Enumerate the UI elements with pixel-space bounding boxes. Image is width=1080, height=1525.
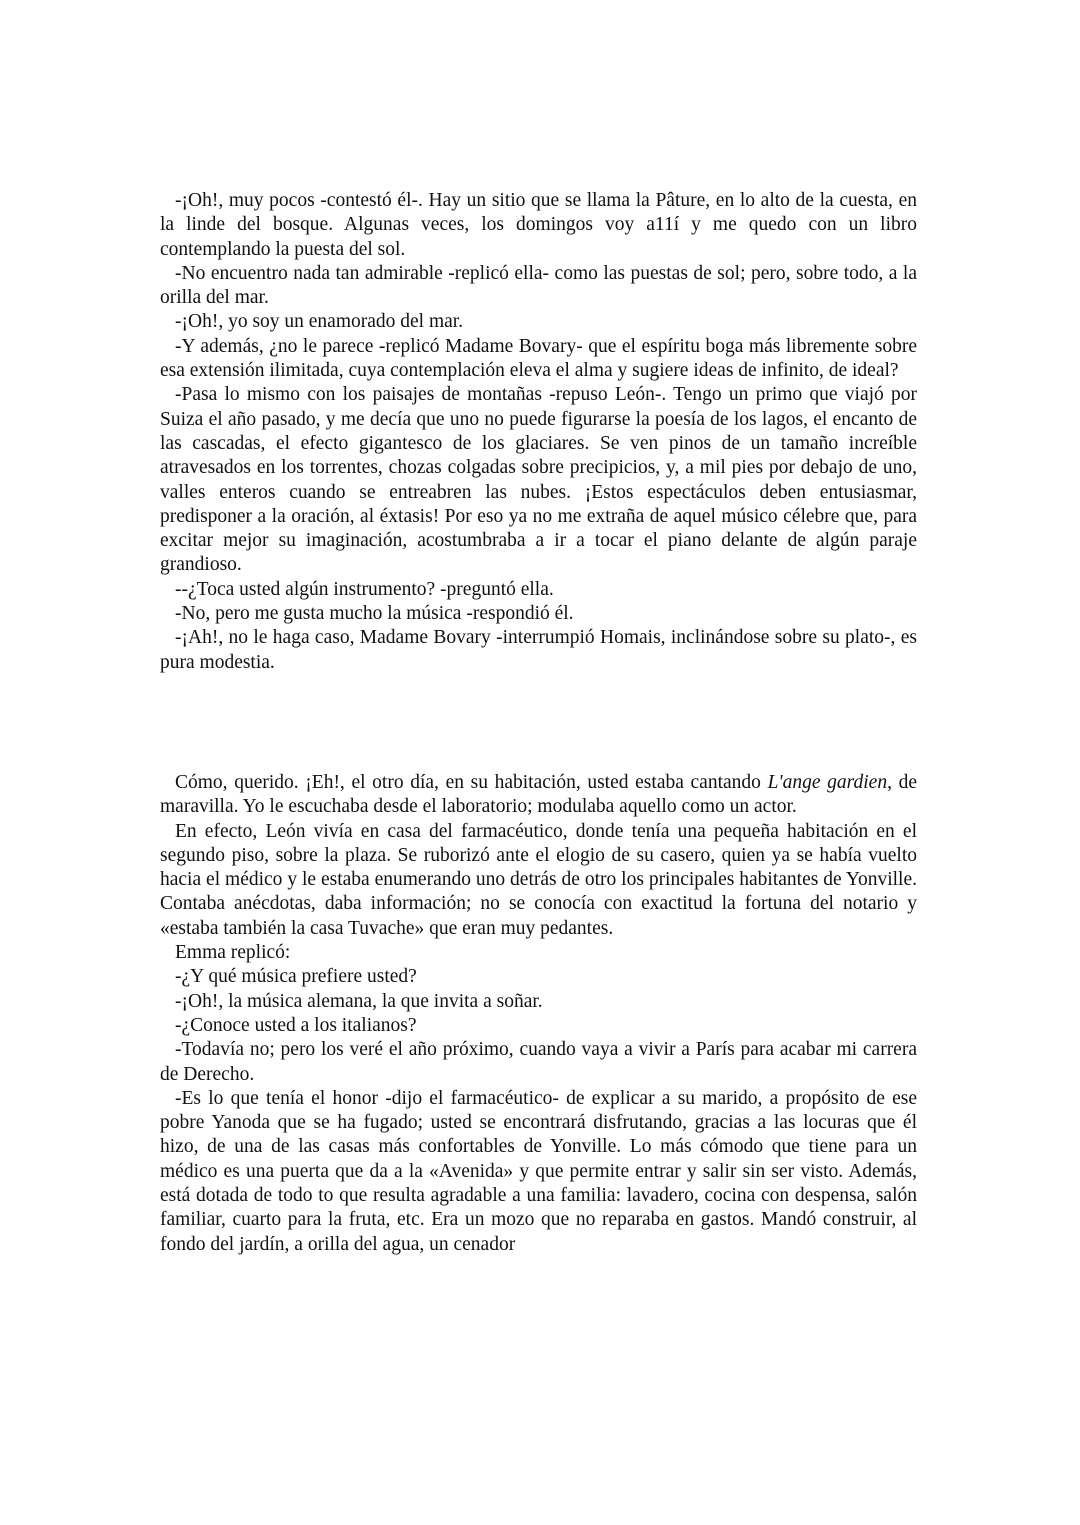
paragraph: -¡Ah!, no le haga caso, Madame Bovary -interrumpió Homais, inclinándose sobre su plato-, es pura modestia. — [160, 627, 917, 673]
paragraph: -¡Oh!, yo soy un enamorado del mar. — [175, 311, 464, 333]
text-block-upper — [160, 189, 917, 675]
paragraph: -Es lo que tenía el honor -dijo el farmacéutico- de explicar a su marido, a propósito de ese pobre Yanoda que se ha fugado; usted se encontrará disfrutando, gracias a las locuras que él hizo, de una de las casas más confortables de Yonville. Lo más cómodo que tiene para un médico es una puerta que da a la «Avenida» y que permite entrar y salir sin ser visto. Además, está dotada de todo to que resulta agradable a una familia: lavadero, cocina con despensa, salón familiar, cuarto para la fruta, etc. Era un mozo que no reparaba en gastos. Mandó construir, al fondo del jardín, a orilla del agua, un cenador — [160, 1087, 917, 1255]
paragraph: En efecto, León vivía en casa del farmacéutico, donde tenía una pequeña habitación en el segundo piso, sobre la plaza. Se ruborizó ante el elogio de su casero, quien ya se había vuelto hacia el médico y le estaba enumerando uno detrás de otro los principales habitantes de Yonville. Contaba anécdotas, daba información; no se conocía con exactitud la fortuna del notario y «estaba también la casa Tuvache» que eran muy pedantes. — [160, 820, 917, 939]
paragraph: -No, pero me gusta mucho la música -respondió él. — [175, 603, 574, 625]
paragraph: -¡Oh!, la música alemana, la que invita a soñar. — [175, 990, 543, 1012]
text-run: Cómo, querido. ¡Eh!, el otro día, en su habitación, usted estaba cantando — [175, 772, 768, 793]
paragraph-with-italic-title — [160, 771, 917, 820]
paragraph: -Pasa lo mismo con los paisajes de montañas -repuso León-. Tengo un primo que viajó por Suiza el año pasado, y me decía que uno no puede figurarse la poesía de los lagos, el encanto de las cascadas, el efecto gigantesco de los glaciares. Se ven pinos de un tamaño increíble atravesados en los torrentes, chozas colgadas sobre precipicios, y, a mil pies por debajo de uno, valles enteros cuando se entreabren las nubes. ¡Estos espectáculos deben entusiasmar, predisponer a la oración, al éxtasis! Por eso ya no me extraña de aquel músico célebre que, para excitar mejor su imaginación, acostumbraba a ir a tocar el piano delante de algún paraje grandioso. — [160, 384, 917, 576]
paragraph: -Y además, ¿no le parece -replicó Madame Bovary- que el espíritu boga más libremente sobre esa extensión ilimitada, cuya contemplación eleva el alma y sugiere ideas de infinito, de ideal? — [160, 335, 917, 382]
paragraph: -No encuentro nada tan admirable -replicó ella- como las puestas de sol; pero, sobre todo, a la orilla del mar. — [160, 262, 917, 309]
text-run: , de maravilla. Yo le escuchaba desde el laboratorio; modulaba aquello como un actor. — [160, 772, 918, 818]
paragraph: -¿Y qué música prefiere usted? — [175, 966, 417, 988]
paragraph: -¡Oh!, muy pocos -contestó él-. Hay un sitio que se llama la Pâture, en lo alto de la cuesta, en la linde del bosque. Algunas veces, los domingos voy a11í y me quedo con un libro contemplando la puesta del sol. — [160, 190, 917, 260]
text-block-lower — [160, 771, 917, 1257]
song-title: L'ange gardien — [767, 772, 888, 793]
paragraph: -¿Conoce usted a los italianos? — [175, 1014, 417, 1036]
paragraph: Emma replicó: — [175, 942, 291, 964]
paragraph: --¿Toca usted algún instrumento? -preguntó ella. — [175, 578, 554, 600]
paragraph: -Todavía no; pero los veré el año próximo, cuando vaya a vivir a París para acabar mi carrera de Derecho. — [160, 1039, 917, 1085]
